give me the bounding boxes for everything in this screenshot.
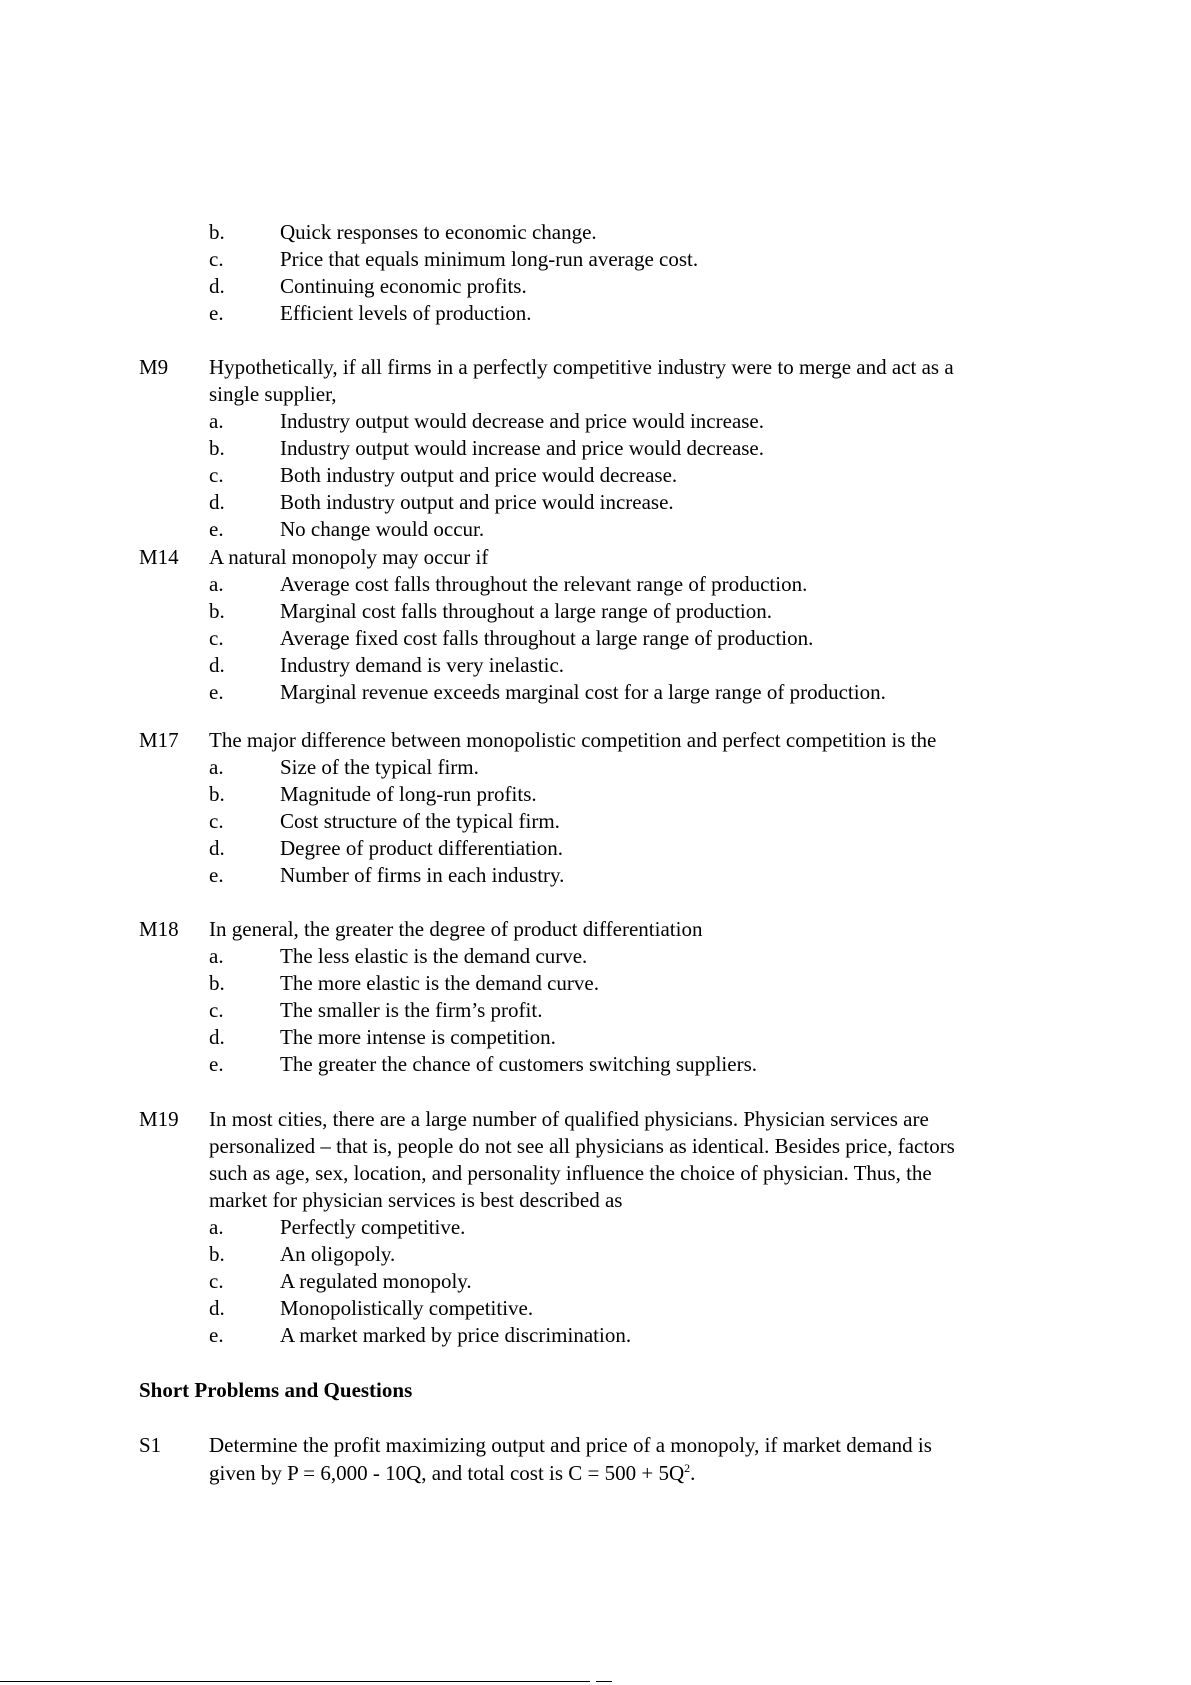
- question-number: M19: [139, 1107, 179, 1131]
- question-number: M17: [139, 728, 179, 752]
- question-number: M14: [139, 545, 179, 569]
- question-number: S1: [139, 1433, 162, 1457]
- footer-rule-tick: [596, 1681, 612, 1682]
- section-heading: Short Problems and Questions: [139, 1378, 413, 1402]
- footer-rule: [0, 1681, 590, 1682]
- document-page: b. Quick responses to economic change. c. Price that equals minimum long-run average cost. d. Continuing economic profits. e. Efficient levels of production. M9 Hypothetically, if all firms in a perfectly competitive industry were to merge and act as a single supplier, a. Industry output would decrease and price would increase. b. Industry output would increase and price would decrease. c. Both industry output and price would decrease. d. Both industry output and price would increase. e. No change would occur. M14 A natural monopoly may occur if a. Average cost falls throughout the relevant range of production. b. Marginal cost falls throughout a large range of production. c. Average fixed cost falls throughout a large range of production. d. Industry demand is very inelastic. e. Marginal revenue exceeds marginal cost for a large range of production. M17 The major difference between monopolistic competition and perfect competition is the a. Size of the typical firm. b. Magnitude of long-run profits. c. Cost structure of the typical firm. d. Degree of product differentiation. e. Number of firms in each industry. M18 In general, the greater the degree of product differentiation a. The less elastic is the demand curve. b. The more elastic is the demand curve. c. The smaller is the firm’s profit. d. The more intense is competition. e. The greater the chance of customers switching suppliers. M19 In most cities, there are a large number of qualified physicians. Physician services are personalized – that is, people do not see all physicians as identical. Besides price, factors such as age, sex, location, and personality influence the choice of physician. Thus, the market for physician services is best described as a. Perfectly competitive. b. An oligopoly. c. A regulated monopoly. d. Monopolistically competitive. e. A market marked by price discrimination. Short Problems and Questions S1 Determine the profit maximizing output and price of a monopoly, if market demand is given by P = 6,000 - 10Q, and total cost is $C = 500 + 5Q^2$.: [0, 0, 1191, 1685]
- question-number: M9: [139, 355, 169, 379]
- question-number: M18: [139, 917, 179, 941]
- formula-text: given by P = 6,000 - 10Q, and total cost is $C = 500 + 5Q^2$.: [209, 1461, 696, 1485]
